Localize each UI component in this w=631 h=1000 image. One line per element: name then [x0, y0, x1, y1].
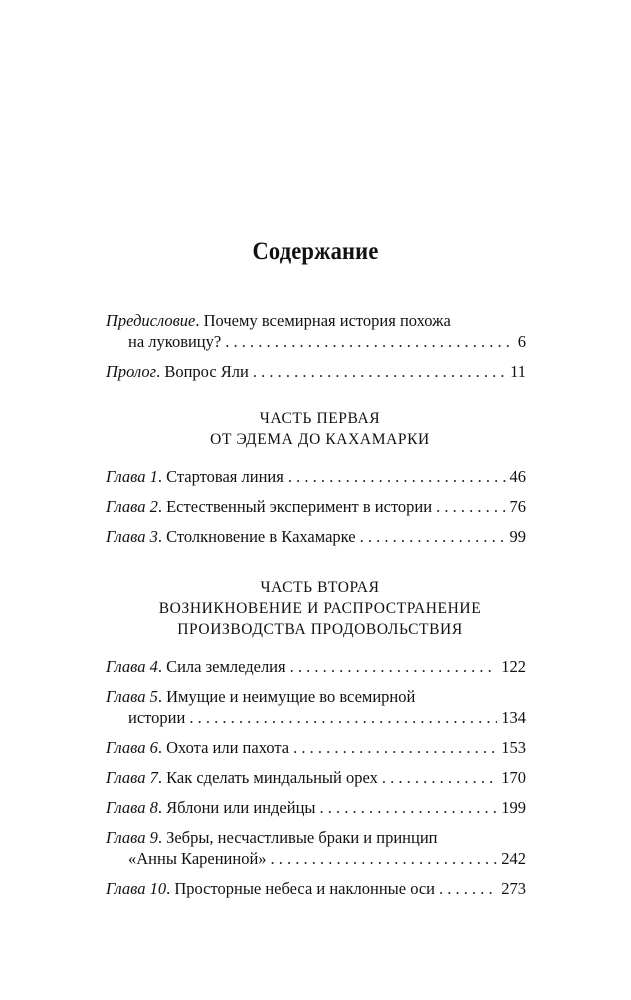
entry-label: Глава 7	[106, 768, 158, 787]
entry-title: Яблони или индейцы	[166, 798, 316, 817]
toc-entry-preface[interactable]	[106, 310, 526, 352]
entry-label: Глава 5	[106, 687, 158, 706]
entry-title: Охота или пахота	[166, 738, 290, 757]
table-of-contents	[106, 310, 526, 908]
part-subtitle: ПРОИЗВОДСТВА ПРОДОВОЛЬСТВИЯ	[177, 621, 463, 638]
dot-leader	[290, 656, 498, 677]
page-number: 6	[517, 332, 526, 351]
toc-entry-chapter[interactable]	[106, 496, 526, 517]
toc-entry-prologue[interactable]	[106, 361, 526, 382]
part-number: ЧАСТЬ ПЕРВАЯ	[259, 410, 381, 427]
page-number: 273	[501, 879, 526, 898]
page-number: 99	[509, 527, 526, 546]
dot-leader	[189, 707, 497, 728]
entry-heading: Глава 5. Имущие и неимущие во всемирной	[106, 687, 416, 706]
entry-label: Глава 10	[106, 879, 167, 898]
entry-title: Естественный эксперимент в истории	[166, 497, 433, 516]
page-title: Содержание	[252, 238, 379, 265]
entry-label: Предисловие	[106, 311, 196, 330]
entry-label: Глава 4	[106, 657, 158, 676]
toc-entry-chapter[interactable]	[106, 656, 526, 677]
entry-heading: Глава 6. Охота или пахота	[106, 738, 290, 757]
toc-entry-chapter[interactable]	[106, 827, 526, 869]
toc-entry-chapter[interactable]	[106, 466, 526, 487]
page-number: 242	[501, 849, 526, 868]
dot-leader	[382, 767, 497, 788]
page-number: 46	[509, 467, 526, 486]
entry-label: Глава 2	[106, 497, 158, 516]
entry-label: Глава 6	[106, 738, 158, 757]
page-number: 170	[501, 768, 526, 787]
entry-title: Почему всемирная история похожа	[203, 311, 451, 330]
part-subtitle: ВОЗНИКНОВЕНИЕ И РАСПРОСТРАНЕНИЕ	[158, 600, 482, 617]
entry-title: Стартовая линия	[166, 467, 284, 486]
entry-heading: Глава 8. Яблони или индейцы	[106, 798, 316, 817]
page-number: 11	[510, 362, 526, 381]
dot-leader	[293, 737, 497, 758]
toc-entry-chapter[interactable]	[106, 686, 526, 728]
entry-title: Зебры, несчастливые браки и принцип	[166, 828, 438, 847]
entry-title: Имущие и неимущие во всемирной	[166, 687, 416, 706]
dot-leader	[271, 848, 498, 869]
entry-title: Сила земледелия	[166, 657, 286, 676]
entry-label: Пролог	[106, 362, 157, 381]
entry-label: Глава 8	[106, 798, 158, 817]
entry-title-continued: истории	[128, 708, 186, 727]
toc-entry-chapter[interactable]	[106, 526, 526, 547]
page-number: 76	[509, 497, 526, 516]
entry-heading: Глава 7. Как сделать миндальный орех	[106, 768, 378, 787]
toc-entry-chapter[interactable]	[106, 878, 526, 899]
entry-title: Просторные небеса и наклонные оси	[174, 879, 436, 898]
entry-heading: Глава 9. Зебры, несчастливые браки и принцип	[106, 828, 438, 847]
entry-heading: Предисловие. Почему всемирная история похожа	[106, 311, 451, 330]
page-number: 199	[501, 798, 526, 817]
part-heading	[110, 577, 530, 640]
toc-entry-chapter[interactable]	[106, 767, 526, 788]
entry-label: Глава 3	[106, 527, 158, 546]
page-number: 153	[501, 738, 526, 757]
entry-title-continued: на луковицу?	[128, 332, 222, 351]
entry-label: Глава 1	[106, 467, 158, 486]
dot-leader	[225, 331, 514, 352]
dot-leader	[439, 878, 497, 899]
part-number: ЧАСТЬ ВТОРАЯ	[260, 579, 380, 596]
entry-title: Вопрос Яли	[164, 362, 249, 381]
dot-leader	[320, 797, 498, 818]
dot-leader	[360, 526, 506, 547]
entry-heading: Глава 4. Сила земледелия	[106, 657, 286, 676]
toc-entry-chapter[interactable]	[106, 737, 526, 758]
entry-heading: Пролог. Вопрос Яли	[106, 362, 249, 381]
entry-heading: Глава 3. Столкновение в Кахамарке	[106, 527, 356, 546]
dot-leader	[288, 466, 506, 487]
toc-entry-chapter[interactable]	[106, 797, 526, 818]
entry-title: Как сделать миндальный орех	[166, 768, 378, 787]
entry-title: Столкновение в Кахамарке	[166, 527, 356, 546]
page-number: 134	[501, 708, 526, 727]
dot-leader	[253, 361, 506, 382]
dot-leader	[436, 496, 505, 517]
entry-heading: Глава 1. Стартовая линия	[106, 467, 284, 486]
entry-heading: Глава 2. Естественный эксперимент в истории	[106, 497, 433, 516]
entry-label: Глава 9	[106, 828, 158, 847]
part-heading	[110, 408, 530, 450]
page-number: 122	[501, 657, 526, 676]
entry-heading: Глава 10. Просторные небеса и наклонные оси	[106, 879, 436, 898]
part-subtitle: ОТ ЭДЕМА ДО КАХАМАРКИ	[210, 431, 430, 448]
entry-title-continued: «Анны Карениной»	[128, 849, 267, 868]
